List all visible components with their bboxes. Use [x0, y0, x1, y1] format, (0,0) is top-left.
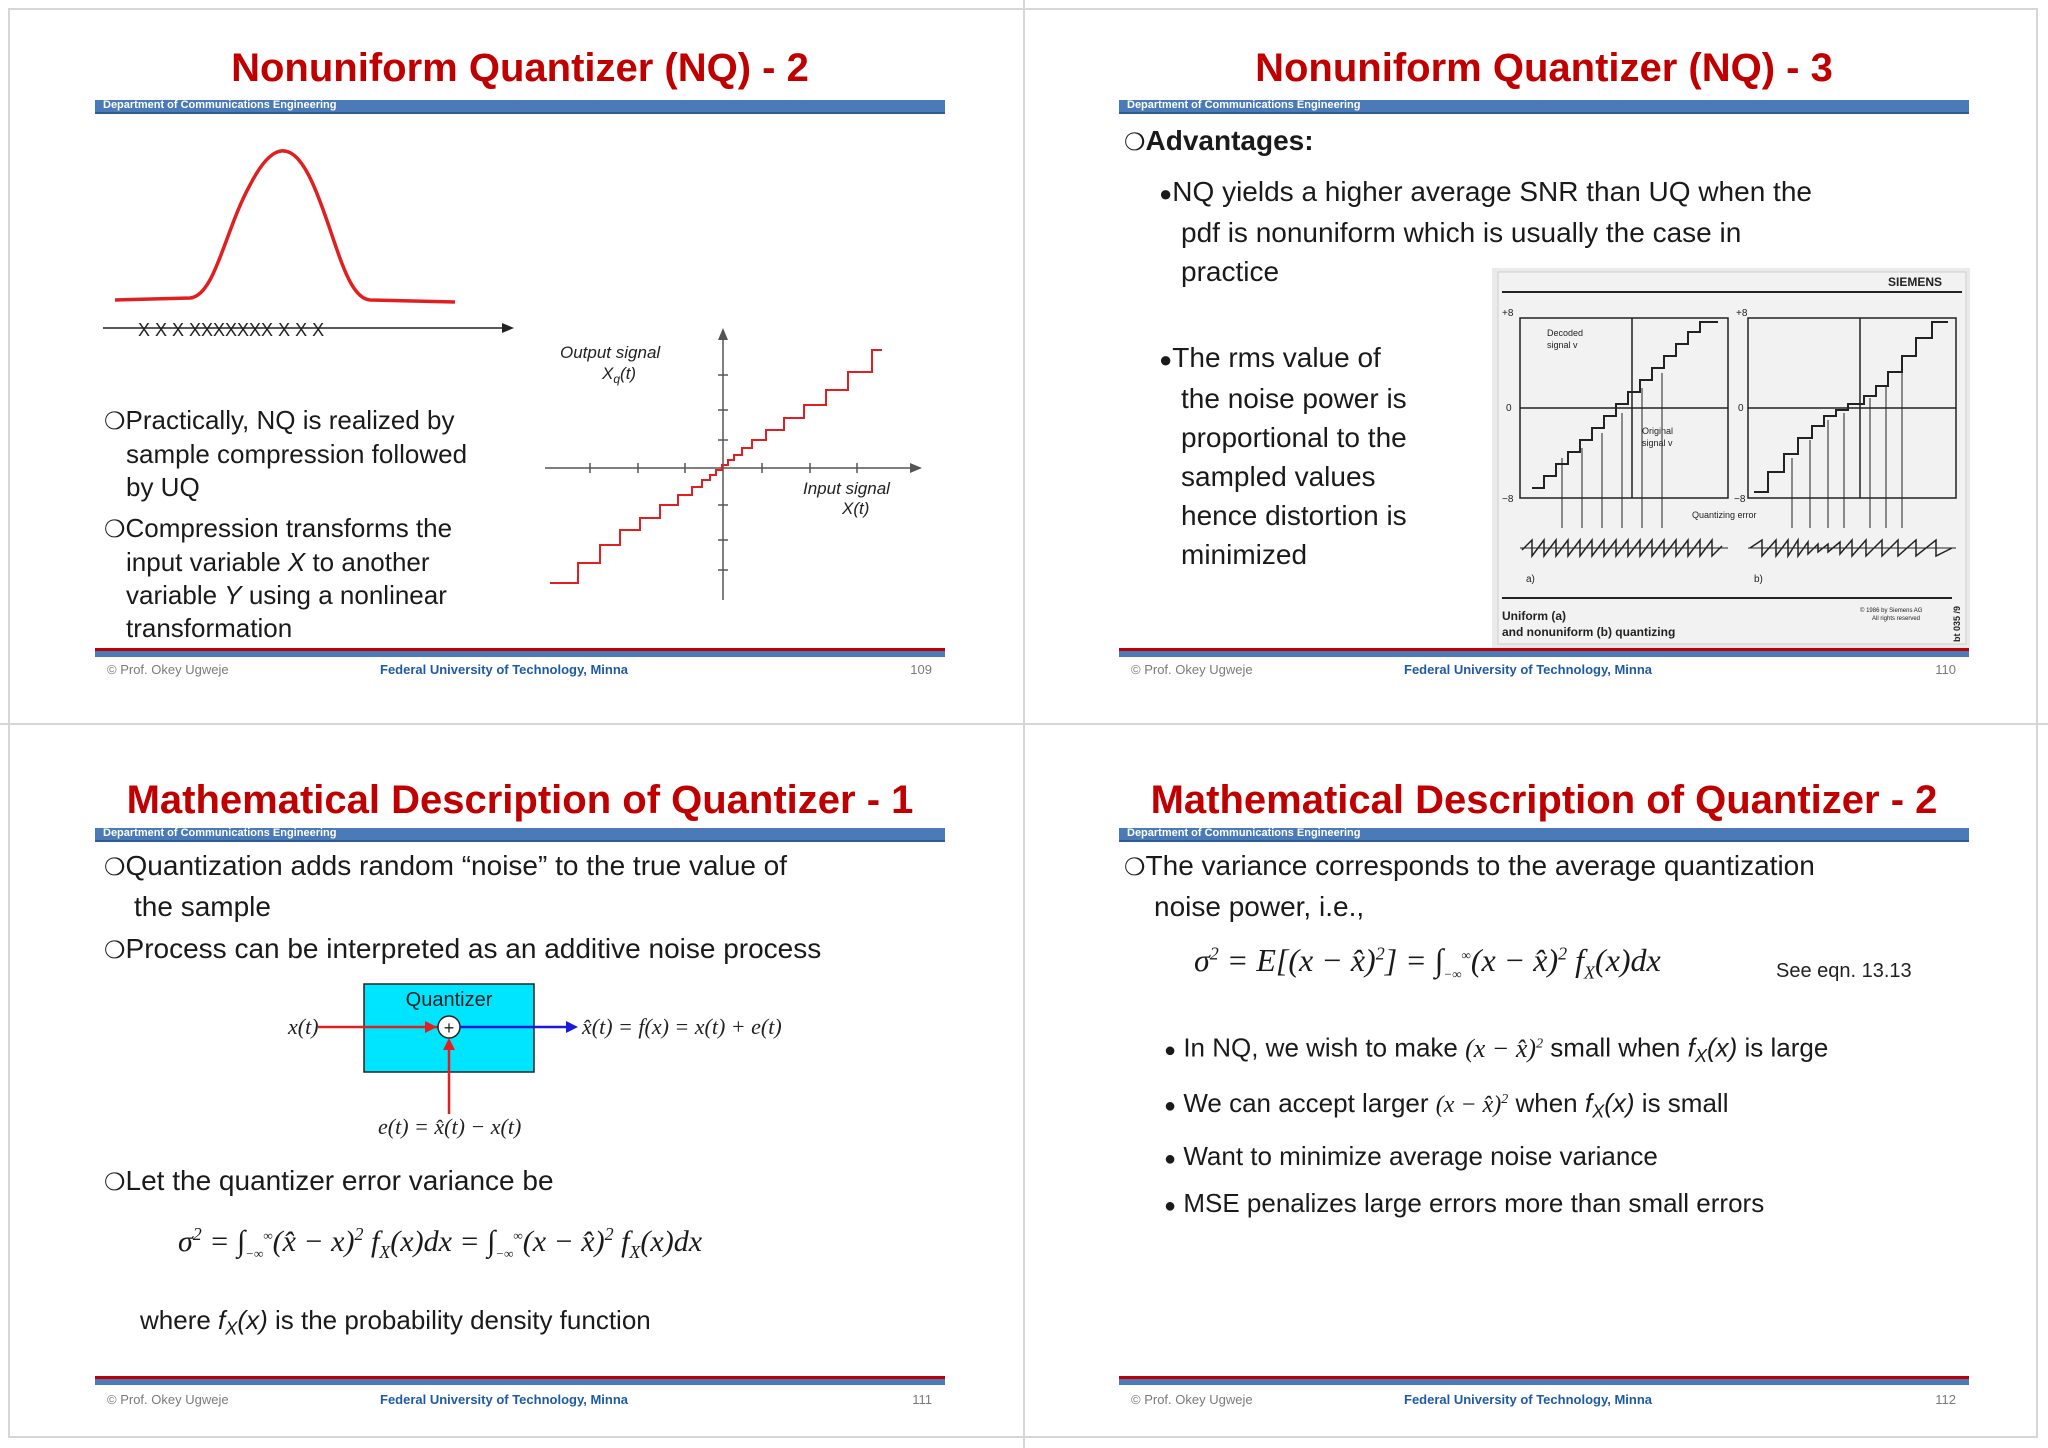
bullet-list [104, 404, 524, 645]
fig-minus8-a: −8 [1502, 494, 1514, 505]
slide-110 [1024, 0, 2048, 724]
advantage-snr: ●NQ yields a higher average SNR than UQ when the pdf is nonuniform which is usually the case in practice [1159, 176, 1812, 287]
staircase-x-arrow [910, 463, 922, 473]
footer-university: Federal University of Technology, Minna [1404, 662, 1653, 677]
output-signal-var: $X_q(t)$ [602, 364, 637, 386]
fig-label-a: a) [1526, 574, 1535, 585]
department-label: Department of Communications Engineering [1127, 827, 1361, 839]
footer-bar [95, 1376, 945, 1385]
pdf-curve [115, 151, 455, 302]
fig-code: bt 035 /9 [1952, 605, 1962, 642]
slide-title: Mathematical Description of Quantizer - 1 [126, 778, 914, 822]
fig-original: Original [1642, 426, 1674, 436]
footer-university: Federal University of Technology, Minna [380, 662, 629, 677]
output-expression: x̂(t) = f(x) = x(t) + e(t) [582, 1014, 782, 1039]
error-expression: e(t) = x̂(t) − x(t) [378, 1114, 522, 1139]
fig-caption-1: Uniform (a) [1502, 609, 1566, 623]
fig-caption-2: and nonuniform (b) quantizing [1502, 625, 1676, 639]
advantage-rms: ●The rms value of the noise power is proportional to the sampled values hence distortion is minimized [1159, 342, 1407, 570]
fig-zero-b: 0 [1738, 403, 1744, 414]
pdf-definition: where $f_X(x)$ is the probability density function [140, 1305, 651, 1339]
bullet-practically: ❍Practically, NQ is realized by [104, 405, 455, 435]
page-number: 110 [1935, 662, 1956, 677]
footer-bar [1119, 648, 1969, 657]
fig-label-b: b) [1754, 574, 1763, 585]
bullet-accept-larger: ● We can accept larger (x − x̂)$^2$ when $f_X(x)$ is small [1164, 1088, 1729, 1122]
fig-plus8-b: +8 [1736, 308, 1748, 319]
department-bar [1119, 100, 1969, 114]
footer-author: © Prof. Okey Ugweje [1131, 662, 1253, 677]
advantages-heading: ❍Advantages: [1124, 125, 1314, 156]
input-x: x(t) [288, 1014, 319, 1039]
bullet-practically-line3: by UQ [126, 472, 200, 502]
bullet-compression-line2: input variable X to another [126, 547, 430, 577]
staircase-y-arrow [718, 328, 728, 340]
footer-author: © Prof. Okey Ugweje [1131, 1392, 1253, 1407]
variance-equation: $\sigma^2$ = $\int_{-\infty}^\infty(x̂ - x)^2$ $f_X(x)dx = \int_{-\infty}^\infty(x$ − x̂)$^2$ $f_X(x)dx$ [178, 1224, 703, 1262]
fig-signal-vin: signal v [1642, 438, 1673, 448]
input-signal-var: X(t) [842, 499, 870, 518]
fig-rights: All rights reserved [1872, 616, 1921, 622]
plus-sign: + [443, 1018, 455, 1038]
bullet-compression: ❍Compression transforms the [104, 513, 453, 543]
quantizer-staircase [550, 350, 882, 583]
bullet-random-noise: ❍Quantization adds random “noise” to the true value of the sample [104, 850, 788, 922]
department-label: Department of Communications Engineering [103, 99, 337, 111]
output-signal-label: Output signal [560, 343, 661, 362]
nq-bullets [1164, 1022, 2024, 1228]
bullet-mse-penalizes: ● MSE penalizes large errors more than small errors [1164, 1187, 1765, 1218]
bullet-minimize-variance: ● Want to minimize average noise variance [1164, 1140, 1658, 1171]
bullet-additive-noise: ❍Process can be interpreted as an additive noise process [104, 933, 822, 964]
bullet-variance: ❍The variance corresponds to the average quantization noise power, i.e., [1124, 850, 1815, 922]
mse-equation: $\sigma^2 = E[(x$ − x̂)$^2$] = $\int_{-\infty}^\infty(x$ − x̂)$^2$ $f_X(x)dx$ [1194, 942, 1661, 983]
page-number: 112 [1935, 1392, 1956, 1407]
footer-author: © Prof. Okey Ugweje [107, 662, 229, 677]
slide-112 [1024, 724, 2048, 1448]
bullet-compression-line3: variable Y using a nonlinear [126, 580, 447, 610]
input-signal-label: Input signal [803, 479, 890, 498]
fig-plus8-a: +8 [1502, 308, 1514, 319]
department-label: Department of Communications Engineering [1127, 99, 1361, 111]
bullet-compression-line4: transformation [126, 613, 293, 643]
axis-markers: X X X XXXXXXX X X X [138, 320, 325, 340]
department-bar [1119, 828, 1969, 842]
bullet-error-variance: ❍Let the quantizer error variance be [104, 1165, 554, 1196]
footer-author: © Prof. Okey Ugweje [107, 1392, 229, 1407]
slide-111 [0, 724, 1024, 1448]
siemens-brand: SIEMENS [1888, 275, 1943, 289]
fig-zero-a: 0 [1506, 403, 1512, 414]
slide-title: Nonuniform Quantizer (NQ) - 3 [1255, 46, 1833, 90]
fig-decoded: Decoded [1547, 328, 1584, 338]
fig-copyright: © 1986 by Siemens AG [1860, 608, 1923, 614]
quantizer-label: Quantizer [405, 989, 493, 1011]
bullet-practically-line2: sample compression followed [126, 439, 468, 469]
footer-bar [1119, 1376, 1969, 1385]
fig-quantizing-error: Quantizing error [1692, 510, 1757, 520]
fig-signal-vout: signal v [1547, 340, 1578, 350]
footer-university: Federal University of Technology, Minna [380, 1392, 629, 1407]
footer-university: Federal University of Technology, Minna [1404, 1392, 1653, 1407]
page-number: 111 [912, 1392, 932, 1407]
see-eqn: See eqn. 13.13 [1776, 960, 1912, 982]
department-label: Department of Communications Engineering [103, 827, 337, 839]
bullet-make-small: ● In NQ, we wish to make (x − x̂)$^2$ small when $f_X(x)$ is large [1164, 1032, 1829, 1067]
footer-bar [95, 648, 945, 657]
slide-title: Mathematical Description of Quantizer - 2 [1150, 778, 1938, 822]
slide-109 [0, 0, 1024, 724]
decision-axis-arrow [502, 323, 514, 333]
slide-title: Nonuniform Quantizer (NQ) - 2 [231, 46, 809, 90]
page-number: 109 [910, 662, 932, 677]
siemens-quantizing-figure [1492, 268, 1970, 648]
fig-minus8-b: −8 [1734, 494, 1746, 505]
